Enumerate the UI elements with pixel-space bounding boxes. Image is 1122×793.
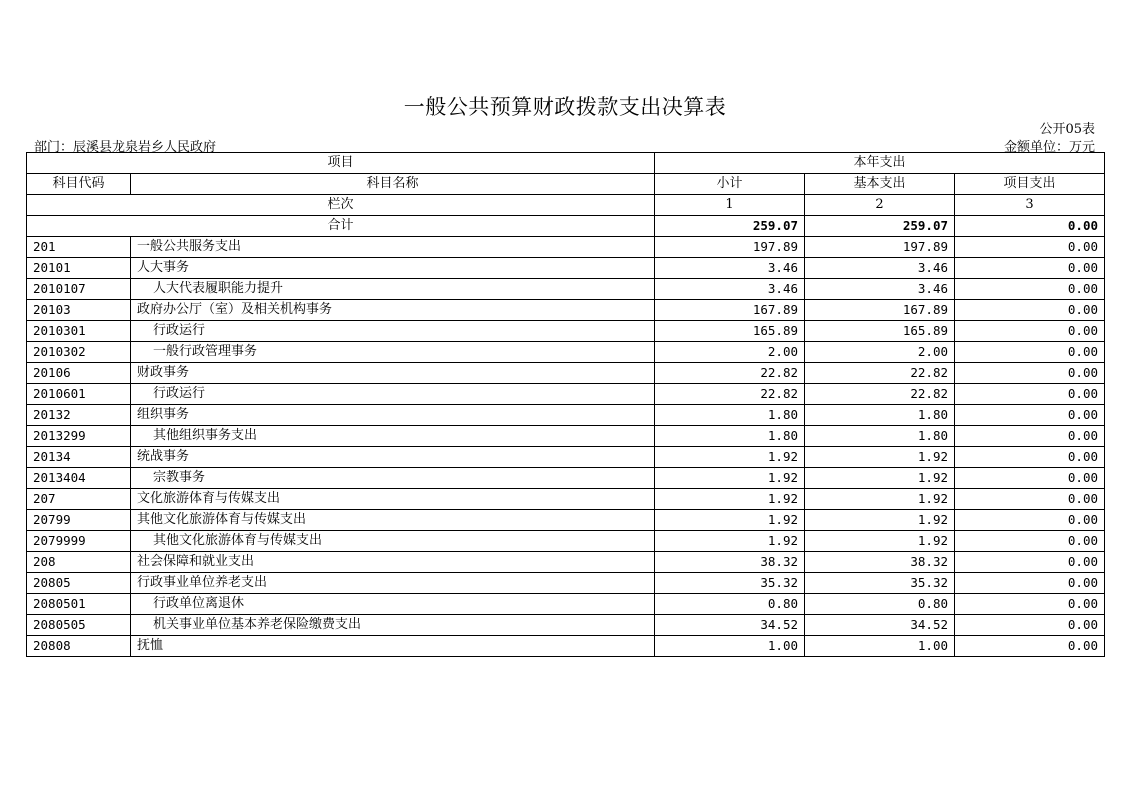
row-name: 其他文化旅游体育与传媒支出 <box>131 531 655 552</box>
row-project: 0.00 <box>955 594 1105 615</box>
row-code: 207 <box>27 489 131 510</box>
row-subtotal: 22.82 <box>655 384 805 405</box>
row-name: 社会保障和就业支出 <box>131 552 655 573</box>
table-row <box>27 636 1105 657</box>
row-code: 2010301 <box>27 321 131 342</box>
row-project: 0.00 <box>955 384 1105 405</box>
total-row <box>27 216 1105 237</box>
row-name: 行政单位离退休 <box>131 594 655 615</box>
expenditure-table <box>26 152 1105 657</box>
row-basic: 1.00 <box>805 636 955 657</box>
row-code: 208 <box>27 552 131 573</box>
row-subtotal: 34.52 <box>655 615 805 636</box>
table-row <box>27 615 1105 636</box>
row-basic: 22.82 <box>805 363 955 384</box>
row-name: 文化旅游体育与传媒支出 <box>131 489 655 510</box>
form-number: 公开05表 <box>1039 122 1095 137</box>
row-project: 0.00 <box>955 489 1105 510</box>
row-code: 20799 <box>27 510 131 531</box>
row-subtotal: 35.32 <box>655 573 805 594</box>
row-subtotal: 0.80 <box>655 594 805 615</box>
row-code: 2010601 <box>27 384 131 405</box>
row-project: 0.00 <box>955 279 1105 300</box>
row-name: 一般公共服务支出 <box>131 237 655 258</box>
amount-unit-label: 金额单位：万元 <box>1003 140 1095 155</box>
row-name: 人大事务 <box>131 258 655 279</box>
header-row-group <box>27 153 1105 174</box>
row-code: 20808 <box>27 636 131 657</box>
header-row-columns <box>27 174 1105 195</box>
row-name: 政府办公厅（室）及相关机构事务 <box>131 300 655 321</box>
row-basic: 34.52 <box>805 615 955 636</box>
row-basic: 35.32 <box>805 573 955 594</box>
table-row <box>27 405 1105 426</box>
row-subtotal: 197.89 <box>655 237 805 258</box>
column-order-2: 2 <box>805 195 955 216</box>
row-subtotal: 1.92 <box>655 489 805 510</box>
report-title: 一般公共预算财政拨款支出决算表 <box>403 95 727 119</box>
row-basic: 1.92 <box>805 489 955 510</box>
row-name: 统战事务 <box>131 447 655 468</box>
row-code: 201 <box>27 237 131 258</box>
row-name: 组织事务 <box>131 405 655 426</box>
row-code: 20134 <box>27 447 131 468</box>
table-row <box>27 342 1105 363</box>
row-basic: 1.80 <box>805 426 955 447</box>
row-subtotal: 1.80 <box>655 426 805 447</box>
column-order-label: 栏次 <box>27 195 655 216</box>
row-name: 抚恤 <box>131 636 655 657</box>
column-order-1: 1 <box>655 195 805 216</box>
row-name: 行政事业单位养老支出 <box>131 573 655 594</box>
row-name: 行政运行 <box>131 384 655 405</box>
row-subtotal: 1.92 <box>655 510 805 531</box>
table-row <box>27 258 1105 279</box>
row-code: 20132 <box>27 405 131 426</box>
row-basic: 1.92 <box>805 510 955 531</box>
row-project: 0.00 <box>955 258 1105 279</box>
total-label: 合计 <box>27 216 655 237</box>
header-item: 项目 <box>27 153 655 174</box>
table-row <box>27 573 1105 594</box>
row-basic: 1.92 <box>805 447 955 468</box>
row-subtotal: 1.92 <box>655 468 805 489</box>
row-project: 0.00 <box>955 573 1105 594</box>
row-code: 2080501 <box>27 594 131 615</box>
row-code: 2013299 <box>27 426 131 447</box>
row-project: 0.00 <box>955 510 1105 531</box>
row-name: 其他组织事务支出 <box>131 426 655 447</box>
row-subtotal: 3.46 <box>655 258 805 279</box>
row-basic: 22.82 <box>805 384 955 405</box>
row-project: 0.00 <box>955 531 1105 552</box>
row-code: 2010302 <box>27 342 131 363</box>
table-row <box>27 237 1105 258</box>
row-subtotal: 3.46 <box>655 279 805 300</box>
row-subtotal: 2.00 <box>655 342 805 363</box>
row-project: 0.00 <box>955 426 1105 447</box>
row-name: 财政事务 <box>131 363 655 384</box>
table-row <box>27 279 1105 300</box>
total-basic: 259.07 <box>805 216 955 237</box>
row-name: 行政运行 <box>131 321 655 342</box>
row-basic: 1.92 <box>805 468 955 489</box>
row-subtotal: 1.92 <box>655 531 805 552</box>
row-code: 2010107 <box>27 279 131 300</box>
total-project: 0.00 <box>955 216 1105 237</box>
table-row <box>27 594 1105 615</box>
table-row <box>27 300 1105 321</box>
table-row <box>27 531 1105 552</box>
department-label: 部门：辰溪县龙泉岩乡人民政府 <box>34 140 217 155</box>
row-basic: 197.89 <box>805 237 955 258</box>
header-name: 科目名称 <box>131 174 655 195</box>
row-project: 0.00 <box>955 363 1105 384</box>
row-project: 0.00 <box>955 468 1105 489</box>
row-project: 0.00 <box>955 636 1105 657</box>
row-basic: 165.89 <box>805 321 955 342</box>
table-row <box>27 384 1105 405</box>
header-basic: 基本支出 <box>805 174 955 195</box>
row-subtotal: 165.89 <box>655 321 805 342</box>
row-basic: 3.46 <box>805 258 955 279</box>
row-code: 2080505 <box>27 615 131 636</box>
row-subtotal: 1.00 <box>655 636 805 657</box>
row-project: 0.00 <box>955 447 1105 468</box>
row-subtotal: 167.89 <box>655 300 805 321</box>
total-subtotal: 259.07 <box>655 216 805 237</box>
row-basic: 0.80 <box>805 594 955 615</box>
table-row <box>27 321 1105 342</box>
header-subtotal: 小计 <box>655 174 805 195</box>
row-code: 20103 <box>27 300 131 321</box>
row-code: 20106 <box>27 363 131 384</box>
table-row <box>27 363 1105 384</box>
row-subtotal: 1.92 <box>655 447 805 468</box>
row-subtotal: 38.32 <box>655 552 805 573</box>
row-subtotal: 22.82 <box>655 363 805 384</box>
header-project: 项目支出 <box>955 174 1105 195</box>
row-project: 0.00 <box>955 405 1105 426</box>
row-basic: 1.92 <box>805 531 955 552</box>
row-subtotal: 1.80 <box>655 405 805 426</box>
table-row <box>27 552 1105 573</box>
row-project: 0.00 <box>955 615 1105 636</box>
row-code: 20805 <box>27 573 131 594</box>
row-basic: 3.46 <box>805 279 955 300</box>
table-row <box>27 489 1105 510</box>
row-code: 2079999 <box>27 531 131 552</box>
row-name: 人大代表履职能力提升 <box>131 279 655 300</box>
row-basic: 2.00 <box>805 342 955 363</box>
table-row <box>27 510 1105 531</box>
row-basic: 38.32 <box>805 552 955 573</box>
table-row <box>27 426 1105 447</box>
row-project: 0.00 <box>955 552 1105 573</box>
table-row <box>27 447 1105 468</box>
row-code: 20101 <box>27 258 131 279</box>
header-code: 科目代码 <box>27 174 131 195</box>
row-basic: 1.80 <box>805 405 955 426</box>
column-order-row <box>27 195 1105 216</box>
row-name: 宗教事务 <box>131 468 655 489</box>
row-project: 0.00 <box>955 237 1105 258</box>
column-order-3: 3 <box>955 195 1105 216</box>
row-code: 2013404 <box>27 468 131 489</box>
row-name: 机关事业单位基本养老保险缴费支出 <box>131 615 655 636</box>
row-project: 0.00 <box>955 321 1105 342</box>
row-project: 0.00 <box>955 300 1105 321</box>
table-row <box>27 468 1105 489</box>
row-project: 0.00 <box>955 342 1105 363</box>
row-name: 其他文化旅游体育与传媒支出 <box>131 510 655 531</box>
row-name: 一般行政管理事务 <box>131 342 655 363</box>
row-basic: 167.89 <box>805 300 955 321</box>
header-current-year: 本年支出 <box>655 153 1105 174</box>
